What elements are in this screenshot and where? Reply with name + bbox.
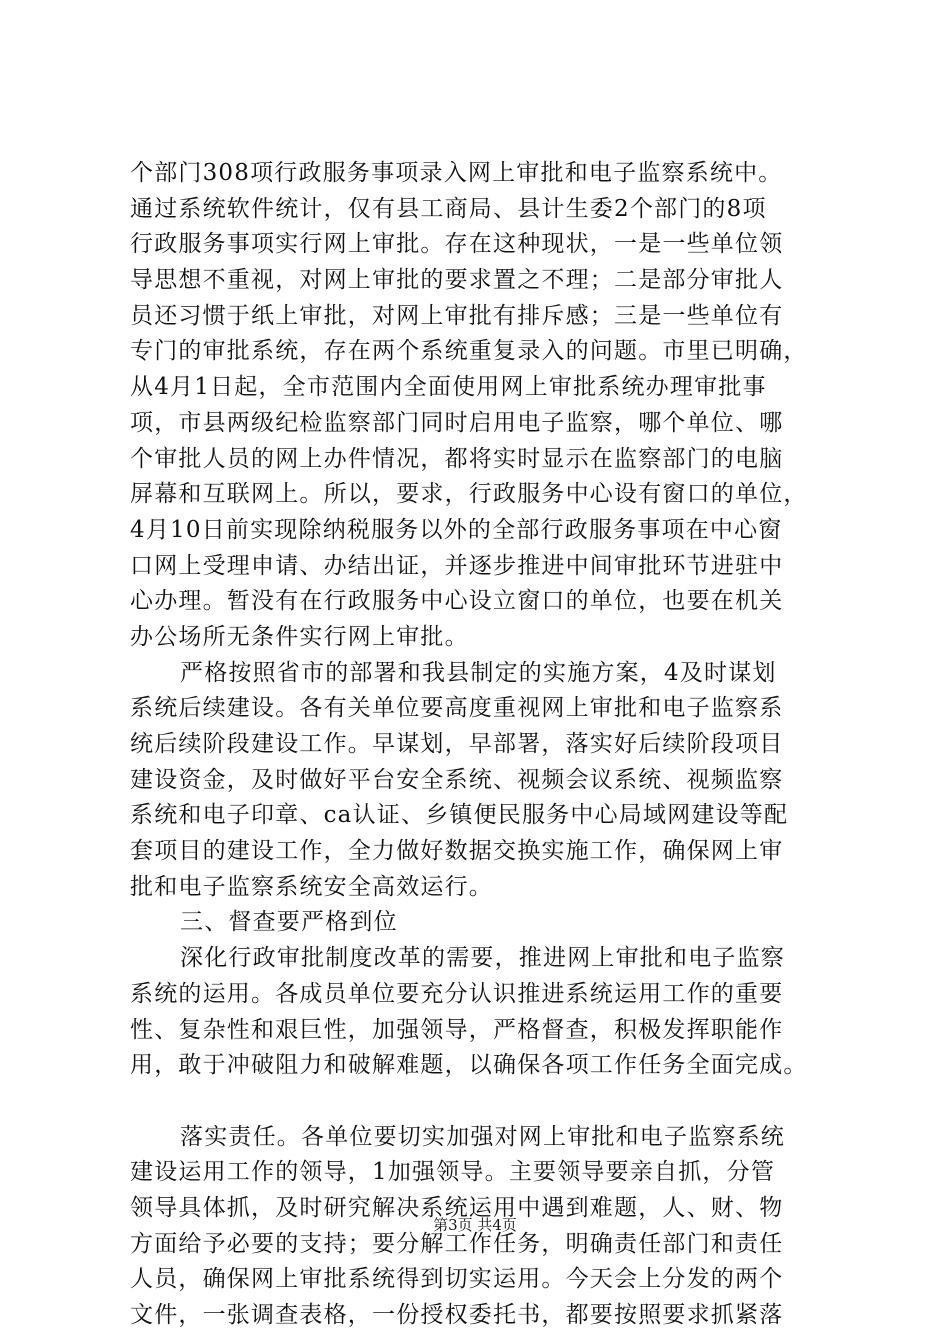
text-line: 性、复杂性和艰巨性，加强领导，严格督查，积极发挥职能作 [130, 1016, 784, 1043]
text-line: 用，敢于冲破阻力和破解难题，以确保各项工作任务全面完成。 [130, 1052, 808, 1079]
paragraph-start-line: 落实责任。各单位要切实加强对网上审批和电子监察系统 [180, 1123, 785, 1150]
text-line: 个审批人员的网上办件情况，都将实时显示在监察部门的电脑 [130, 445, 784, 472]
blank-line [130, 1084, 830, 1120]
text-line: 办公场所无条件实行网上审批。 [130, 623, 469, 650]
text-line: 批和电子监察系统安全高效运行。 [130, 873, 493, 900]
text-line: 人员，确保网上审批系统得到切实运用。今天会上分发的两个 [130, 1266, 784, 1293]
text-line: 4月10日前实现除纳税服务以外的全部行政服务事项在中心窗 [130, 516, 783, 543]
page-number-footer: 第3页 共4页 [433, 1216, 517, 1234]
text-line: 建设运用工作的领导，1加强领导。主要领导要亲自抓，分管 [130, 1159, 776, 1186]
text-line: 心办理。暂没有在行政服务中心设立窗口的单位，也要在机关 [130, 588, 784, 615]
text-line: 员还习惯于纸上审批，对网上审批有排斥感；三是一些单位有 [130, 302, 784, 329]
text-line: 领导具体抓，及时研究解决系统运用中遇到难题，人、财、物 [130, 1194, 784, 1221]
text-line: 个部门308项行政服务事项录入网上审批和电子监察系统中。 [130, 160, 783, 186]
text-line: 专门的审批系统，存在两个系统重复录入的问题。市里已明确， [130, 338, 808, 365]
text-line: 建设资金，及时做好平台安全系统、视频会议系统、视频监察 [130, 766, 784, 793]
text-line: 文件，一张调查表格，一份授权委托书，都要按照要求抓紧落 [130, 1302, 784, 1328]
document-body [130, 156, 830, 1334]
text-line: 通过系统软件统计，仅有县工商局、县计生委2个部门的8项 [130, 195, 767, 222]
paragraph-start-line: 严格按照省市的部署和我县制定的实施方案，4及时谋划 [180, 659, 777, 686]
text-line: 口网上受理申请、办结出证，并逐步推进中间审批环节进驻中 [130, 552, 784, 579]
text-line: 统后续阶段建设工作。早谋划，早部署，落实好后续阶段项目 [130, 731, 784, 757]
section-heading: 三、督查要严格到位 [180, 909, 398, 936]
text-line: 方面给予必要的支持；要分解工作任务，明确责任部门和责任 [130, 1230, 784, 1257]
text-line: 系统后续建设。各有关单位要高度重视网上审批和电子监察系 [130, 695, 784, 722]
text-line: 从4月1日起，全市范围内全面使用网上审批系统办理审批事 [130, 374, 767, 401]
text-line: 系统的运用。各成员单位要充分认识推进系统运用工作的重要 [130, 980, 784, 1007]
text-line: 导思想不重视，对网上审批的要求置之不理；二是部分审批人 [130, 267, 784, 294]
paragraph-start-line: 深化行政审批制度改革的需要，推进网上审批和电子监察 [180, 945, 785, 972]
text-line: 系统和电子印章、ca认证、乡镇便民服务中心局域网建设等配 [130, 802, 789, 829]
text-line: 套项目的建设工作，全力做好数据交换实施工作，确保网上审 [130, 838, 784, 865]
text-line: 行政服务事项实行网上审批。存在这种现状，一是一些单位领 [130, 231, 784, 258]
text-line: 项，市县两级纪检监察部门同时启用电子监察，哪个单位、哪 [130, 409, 784, 436]
text-line: 屏幕和互联网上。所以，要求，行政服务中心设有窗口的单位， [130, 481, 808, 508]
